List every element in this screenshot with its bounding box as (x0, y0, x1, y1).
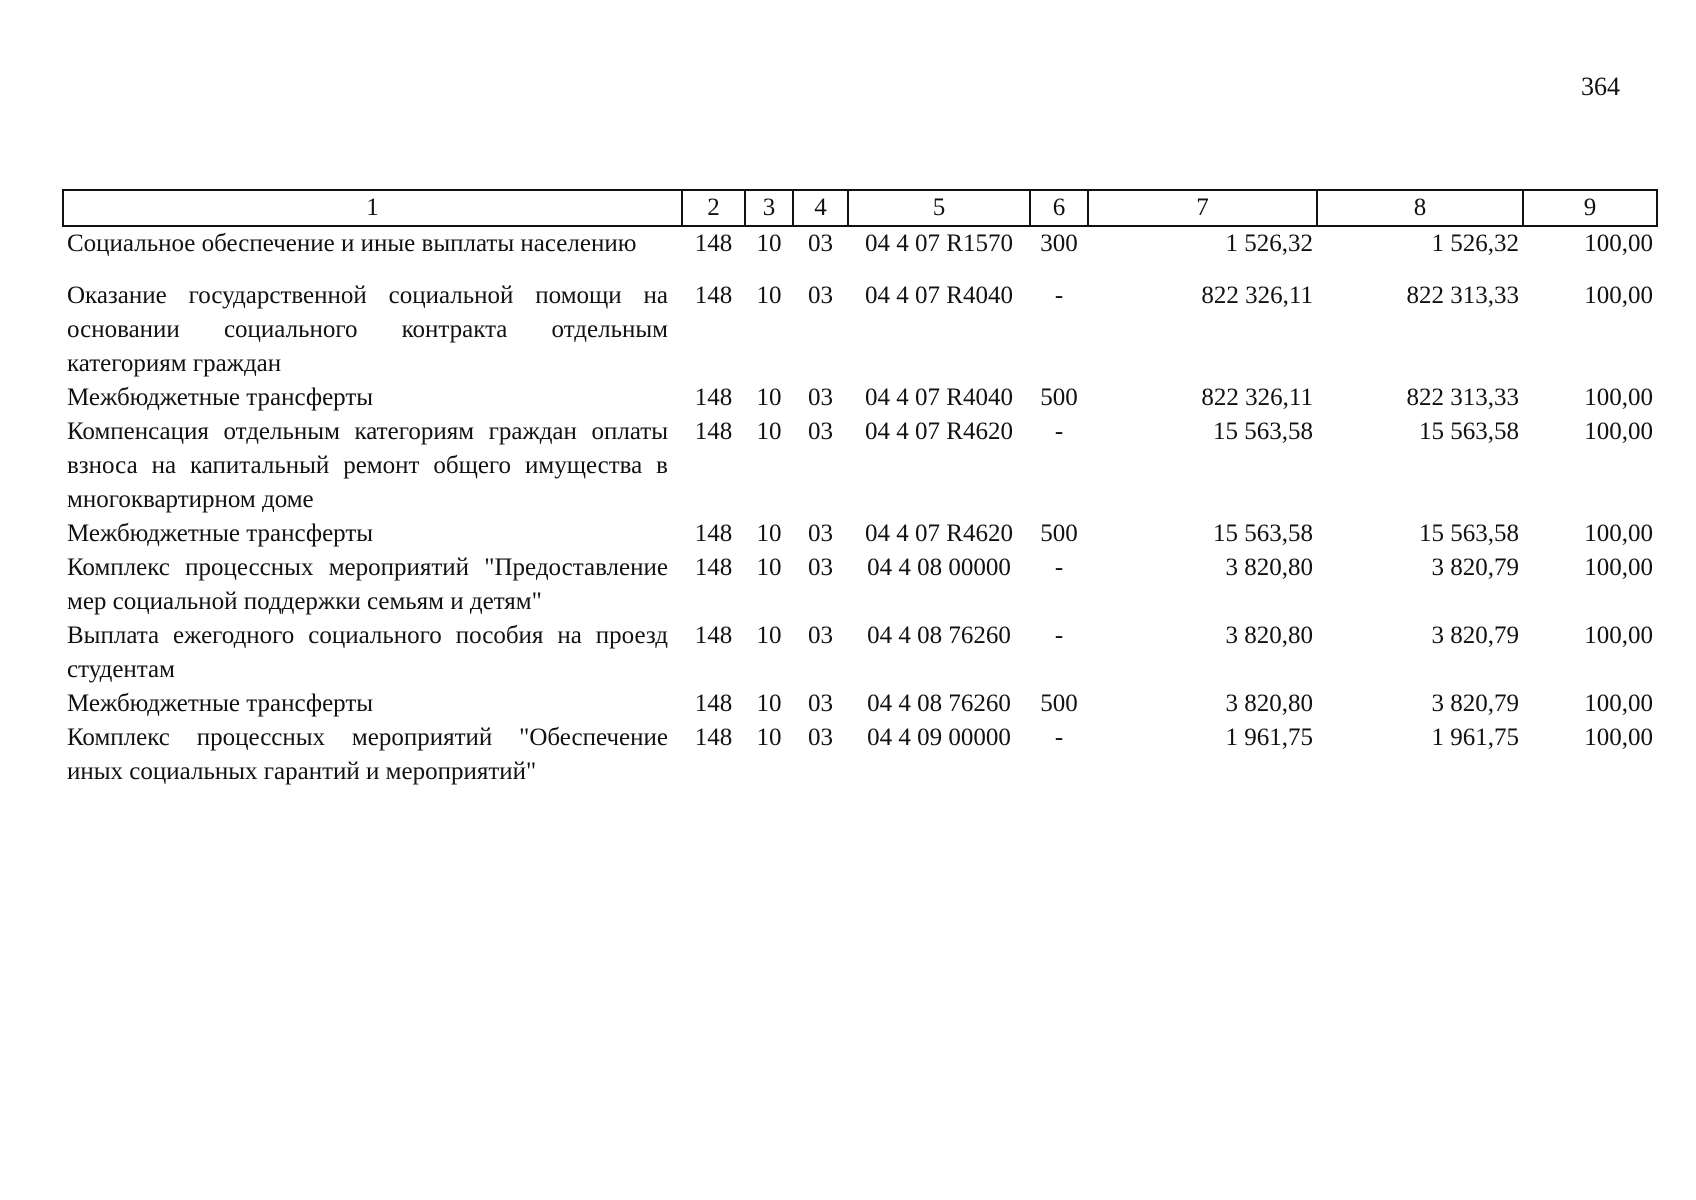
cell-target-article: 04 4 07 R4620 (865, 418, 1013, 445)
cell-subsection: 03 (808, 724, 833, 751)
cell-planned-amount: 15 563,58 (1213, 418, 1313, 445)
header-row (63, 190, 1657, 226)
cell-target-article: 04 4 07 R4040 (865, 384, 1013, 411)
cell-execution-percent: 100,00 (1584, 418, 1653, 445)
cell-expense-type: - (1054, 282, 1064, 309)
table-row (63, 619, 1657, 687)
cell-expense-type: - (1054, 724, 1064, 751)
cell-target-article: 04 4 08 00000 (867, 554, 1011, 581)
cell-subsection: 03 (808, 554, 833, 581)
cell-target-article: 04 4 07 R4620 (865, 520, 1013, 547)
table-row (63, 551, 1657, 619)
cell-target-article: 04 4 07 R4040 (865, 282, 1013, 309)
row-name: Межбюджетные трансферты (67, 384, 374, 411)
cell-executed-amount: 3 820,79 (1431, 622, 1519, 649)
cell-subsection: 03 (808, 282, 833, 309)
row-name: Комплекс процессных мероприятий "Обеспечение иных социальных гарантий и мероприятий" (67, 724, 668, 785)
header-col-6: 6 (1030, 190, 1088, 226)
cell-execution-percent: 100,00 (1584, 282, 1653, 309)
cell-expense-type: 500 (1040, 384, 1078, 411)
cell-section: 10 (756, 622, 782, 649)
cell-executed-amount: 15 563,58 (1419, 520, 1519, 547)
cell-execution-percent: 100,00 (1584, 554, 1653, 581)
cell-ministry-code: 148 (694, 384, 733, 411)
row-name: Оказание государственной социальной помощи на основании социального контракта отдельным категориям граждан (67, 282, 668, 377)
cell-ministry-code: 148 (694, 690, 733, 717)
table-header (63, 190, 1657, 226)
cell-section: 10 (756, 384, 782, 411)
table-row (63, 381, 1657, 415)
cell-executed-amount: 1 526,32 (1431, 230, 1519, 257)
cell-planned-amount: 822 326,11 (1201, 282, 1313, 309)
header-col-4: 4 (793, 190, 848, 226)
cell-execution-percent: 100,00 (1584, 690, 1653, 717)
row-name: Межбюджетные трансферты (67, 690, 374, 717)
cell-planned-amount: 1 526,32 (1225, 230, 1313, 257)
table-body (63, 226, 1657, 789)
cell-planned-amount: 822 326,11 (1201, 384, 1313, 411)
cell-expense-type: - (1054, 418, 1064, 445)
cell-subsection: 03 (808, 690, 833, 717)
table-row (63, 415, 1657, 517)
cell-executed-amount: 15 563,58 (1419, 418, 1519, 445)
row-name: Выплата ежегодного социального пособия на проезд студентам (67, 622, 668, 683)
cell-target-article: 04 4 07 R1570 (865, 230, 1013, 257)
cell-planned-amount: 15 563,58 (1213, 520, 1313, 547)
cell-expense-type: 300 (1040, 230, 1078, 257)
table-row (63, 721, 1657, 789)
table-row (63, 279, 1657, 381)
cell-ministry-code: 148 (694, 622, 733, 649)
cell-executed-amount: 822 313,33 (1406, 282, 1519, 309)
cell-expense-type: 500 (1040, 520, 1078, 547)
row-name: Компенсация отдельным категориям граждан оплаты взноса на капитальный ремонт общего имущества в многоквартирном доме (67, 418, 668, 513)
cell-planned-amount: 3 820,80 (1225, 690, 1313, 717)
cell-executed-amount: 3 820,79 (1431, 690, 1519, 717)
header-col-2: 2 (682, 190, 745, 226)
cell-target-article: 04 4 08 76260 (867, 622, 1011, 649)
cell-section: 10 (756, 418, 782, 445)
cell-section: 10 (756, 554, 782, 581)
cell-executed-amount: 822 313,33 (1406, 384, 1519, 411)
cell-ministry-code: 148 (694, 282, 733, 309)
cell-ministry-code: 148 (694, 230, 733, 257)
header-col-5: 5 (848, 190, 1030, 226)
cell-executed-amount: 3 820,79 (1431, 554, 1519, 581)
cell-ministry-code: 148 (694, 520, 733, 547)
cell-subsection: 03 (808, 520, 833, 547)
cell-execution-percent: 100,00 (1584, 520, 1653, 547)
row-name: Комплекс процессных мероприятий "Предоставление мер социальной поддержки семьям и детям" (67, 554, 668, 615)
cell-subsection: 03 (808, 230, 833, 257)
cell-target-article: 04 4 09 00000 (867, 724, 1011, 751)
cell-subsection: 03 (808, 384, 833, 411)
cell-planned-amount: 3 820,80 (1225, 554, 1313, 581)
cell-section: 10 (756, 230, 782, 257)
cell-execution-percent: 100,00 (1584, 384, 1653, 411)
cell-section: 10 (756, 520, 782, 547)
budget-execution-table (62, 189, 1658, 789)
cell-expense-type: 500 (1040, 690, 1078, 717)
cell-planned-amount: 1 961,75 (1225, 724, 1313, 751)
cell-execution-percent: 100,00 (1584, 622, 1653, 649)
cell-section: 10 (756, 690, 782, 717)
cell-planned-amount: 3 820,80 (1225, 622, 1313, 649)
cell-expense-type: - (1054, 622, 1064, 649)
table-row (63, 517, 1657, 551)
table-row (63, 226, 1657, 279)
row-name: Межбюджетные трансферты (67, 520, 374, 547)
cell-ministry-code: 148 (694, 418, 733, 445)
row-name: Социальное обеспечение и иные выплаты населению (67, 230, 637, 257)
header-col-7: 7 (1088, 190, 1317, 226)
table-row (63, 687, 1657, 721)
cell-executed-amount: 1 961,75 (1431, 724, 1519, 751)
cell-subsection: 03 (808, 418, 833, 445)
cell-ministry-code: 148 (694, 554, 733, 581)
cell-execution-percent: 100,00 (1584, 230, 1653, 257)
cell-expense-type: - (1054, 554, 1064, 581)
cell-execution-percent: 100,00 (1584, 724, 1653, 751)
page-number: 364 (1581, 72, 1620, 101)
header-col-1: 1 (63, 190, 682, 226)
header-col-8: 8 (1317, 190, 1523, 226)
header-col-3: 3 (745, 190, 793, 226)
cell-ministry-code: 148 (694, 724, 733, 751)
header-col-9: 9 (1523, 190, 1657, 226)
cell-target-article: 04 4 08 76260 (867, 690, 1011, 717)
cell-section: 10 (756, 282, 782, 309)
cell-subsection: 03 (808, 622, 833, 649)
cell-section: 10 (756, 724, 782, 751)
